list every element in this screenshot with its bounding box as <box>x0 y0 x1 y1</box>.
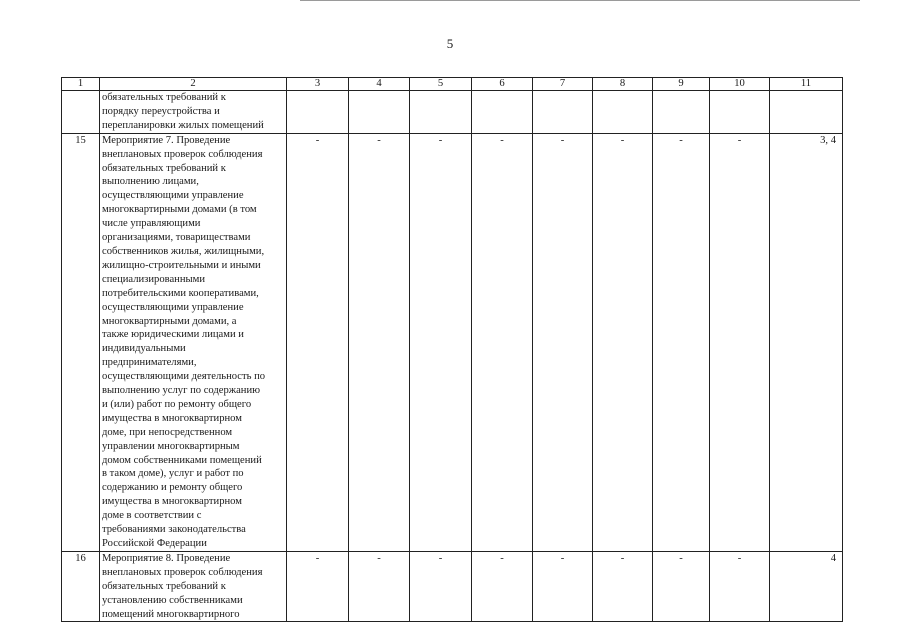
column-number: 7 <box>533 78 593 91</box>
column-number: 3 <box>287 78 349 91</box>
description-line: и (или) работ по ремонту общего <box>102 398 252 410</box>
value-cell <box>653 91 710 134</box>
column-number: 10 <box>710 78 770 91</box>
description-line: числе управляющими <box>102 218 201 230</box>
description-line: домом собственниками помещений <box>102 454 262 466</box>
value-cell: - <box>287 551 349 622</box>
description-line: специализированными <box>102 273 206 285</box>
value-cell <box>593 91 653 134</box>
description-line: требованиями законодательства <box>102 524 246 536</box>
description-line: обязательных требований к <box>102 92 226 103</box>
column-number: 4 <box>349 78 410 91</box>
column-number: 2 <box>100 78 287 91</box>
reference-cell: 4 <box>770 551 843 622</box>
description-line: жилищно-строительными и иными <box>102 259 261 271</box>
description-line: выполнению услуг по содержанию <box>102 385 261 397</box>
value-cell: - <box>472 551 533 622</box>
value-cell: - <box>653 133 710 551</box>
column-number: 5 <box>410 78 472 91</box>
description-line: Российской Федерации <box>102 538 207 549</box>
value-cell: - <box>653 551 710 622</box>
description-line: Мероприятие 8. Проведение <box>102 552 231 564</box>
value-cell <box>287 91 349 134</box>
row-number <box>62 91 100 134</box>
value-cell: - <box>410 551 472 622</box>
value-cell: - <box>410 133 472 551</box>
description-line: собственников жилья, жилищными, <box>102 245 265 257</box>
description-line: порядку переустройства и <box>102 105 220 117</box>
description-line: организациями, товариществами <box>102 232 251 244</box>
description-line: многоквартирными домами (в том <box>102 204 257 216</box>
value-cell: - <box>533 551 593 622</box>
description-line: Мероприятие 7. Проведение <box>102 134 231 146</box>
description-line: в таком доме), услуг и работ по <box>102 468 244 480</box>
value-cell: - <box>472 133 533 551</box>
description-line: перепланировки жилых помещений <box>102 119 264 131</box>
value-cell: - <box>533 133 593 551</box>
value-cell: - <box>710 551 770 622</box>
row-number: 15 <box>62 133 100 551</box>
value-cell: - <box>287 133 349 551</box>
description-line: потребительскими кооперативами, <box>102 287 259 299</box>
value-cell: - <box>349 133 410 551</box>
reference-cell: 3, 4 <box>770 133 843 551</box>
measure-description <box>100 133 287 551</box>
description-line: осуществляющими управление <box>102 301 244 313</box>
description-line: осуществляющими деятельность по <box>102 371 266 383</box>
column-number: 9 <box>653 78 710 91</box>
description-line: содержанию и ремонту общего <box>102 482 243 494</box>
description-line: управлении многоквартирным <box>102 440 240 452</box>
column-numbers-row <box>62 78 843 91</box>
table-row <box>62 551 843 622</box>
description-line: имущества в многоквартирном <box>102 412 242 424</box>
description-line: внеплановых проверок соблюдения <box>102 566 263 578</box>
measure-description <box>100 551 287 622</box>
description-line: доме в соответствии с <box>102 510 202 522</box>
value-cell: - <box>593 133 653 551</box>
value-cell: - <box>349 551 410 622</box>
reference-cell <box>770 91 843 134</box>
description-line: обязательных требований к <box>102 580 226 592</box>
description-line: помещений многоквартирного <box>102 608 240 620</box>
value-cell: - <box>710 133 770 551</box>
description-line: доме, при непосредственном <box>102 426 233 438</box>
column-number: 6 <box>472 78 533 91</box>
page-number: 5 <box>446 36 454 51</box>
description-line: индивидуальными <box>102 343 186 355</box>
description-line: внеплановых проверок соблюдения <box>102 148 263 160</box>
value-cell <box>472 91 533 134</box>
value-cell <box>410 91 472 134</box>
description-line: многоквартирными домами, а <box>102 315 237 327</box>
description-line: также юридическими лицами и <box>102 329 244 341</box>
column-number: 8 <box>593 78 653 91</box>
description-line: предпринимателями, <box>102 357 197 369</box>
description-line: обязательных требований к <box>102 162 226 174</box>
column-number: 11 <box>770 78 843 91</box>
measure-description <box>100 91 287 134</box>
value-cell <box>533 91 593 134</box>
description-line: имущества в многоквартирном <box>102 496 242 508</box>
value-cell: - <box>593 551 653 622</box>
description-line: установлению собственниками <box>102 594 243 606</box>
value-cell <box>710 91 770 134</box>
column-number: 1 <box>62 78 100 91</box>
top-scan-rule <box>300 0 860 1</box>
table-row <box>62 91 843 134</box>
row-number: 16 <box>62 551 100 622</box>
value-cell <box>349 91 410 134</box>
measures-table <box>61 77 843 622</box>
description-line: осуществляющими управление <box>102 190 244 202</box>
table-row <box>62 133 843 551</box>
description-line: выполнению лицами, <box>102 176 199 188</box>
